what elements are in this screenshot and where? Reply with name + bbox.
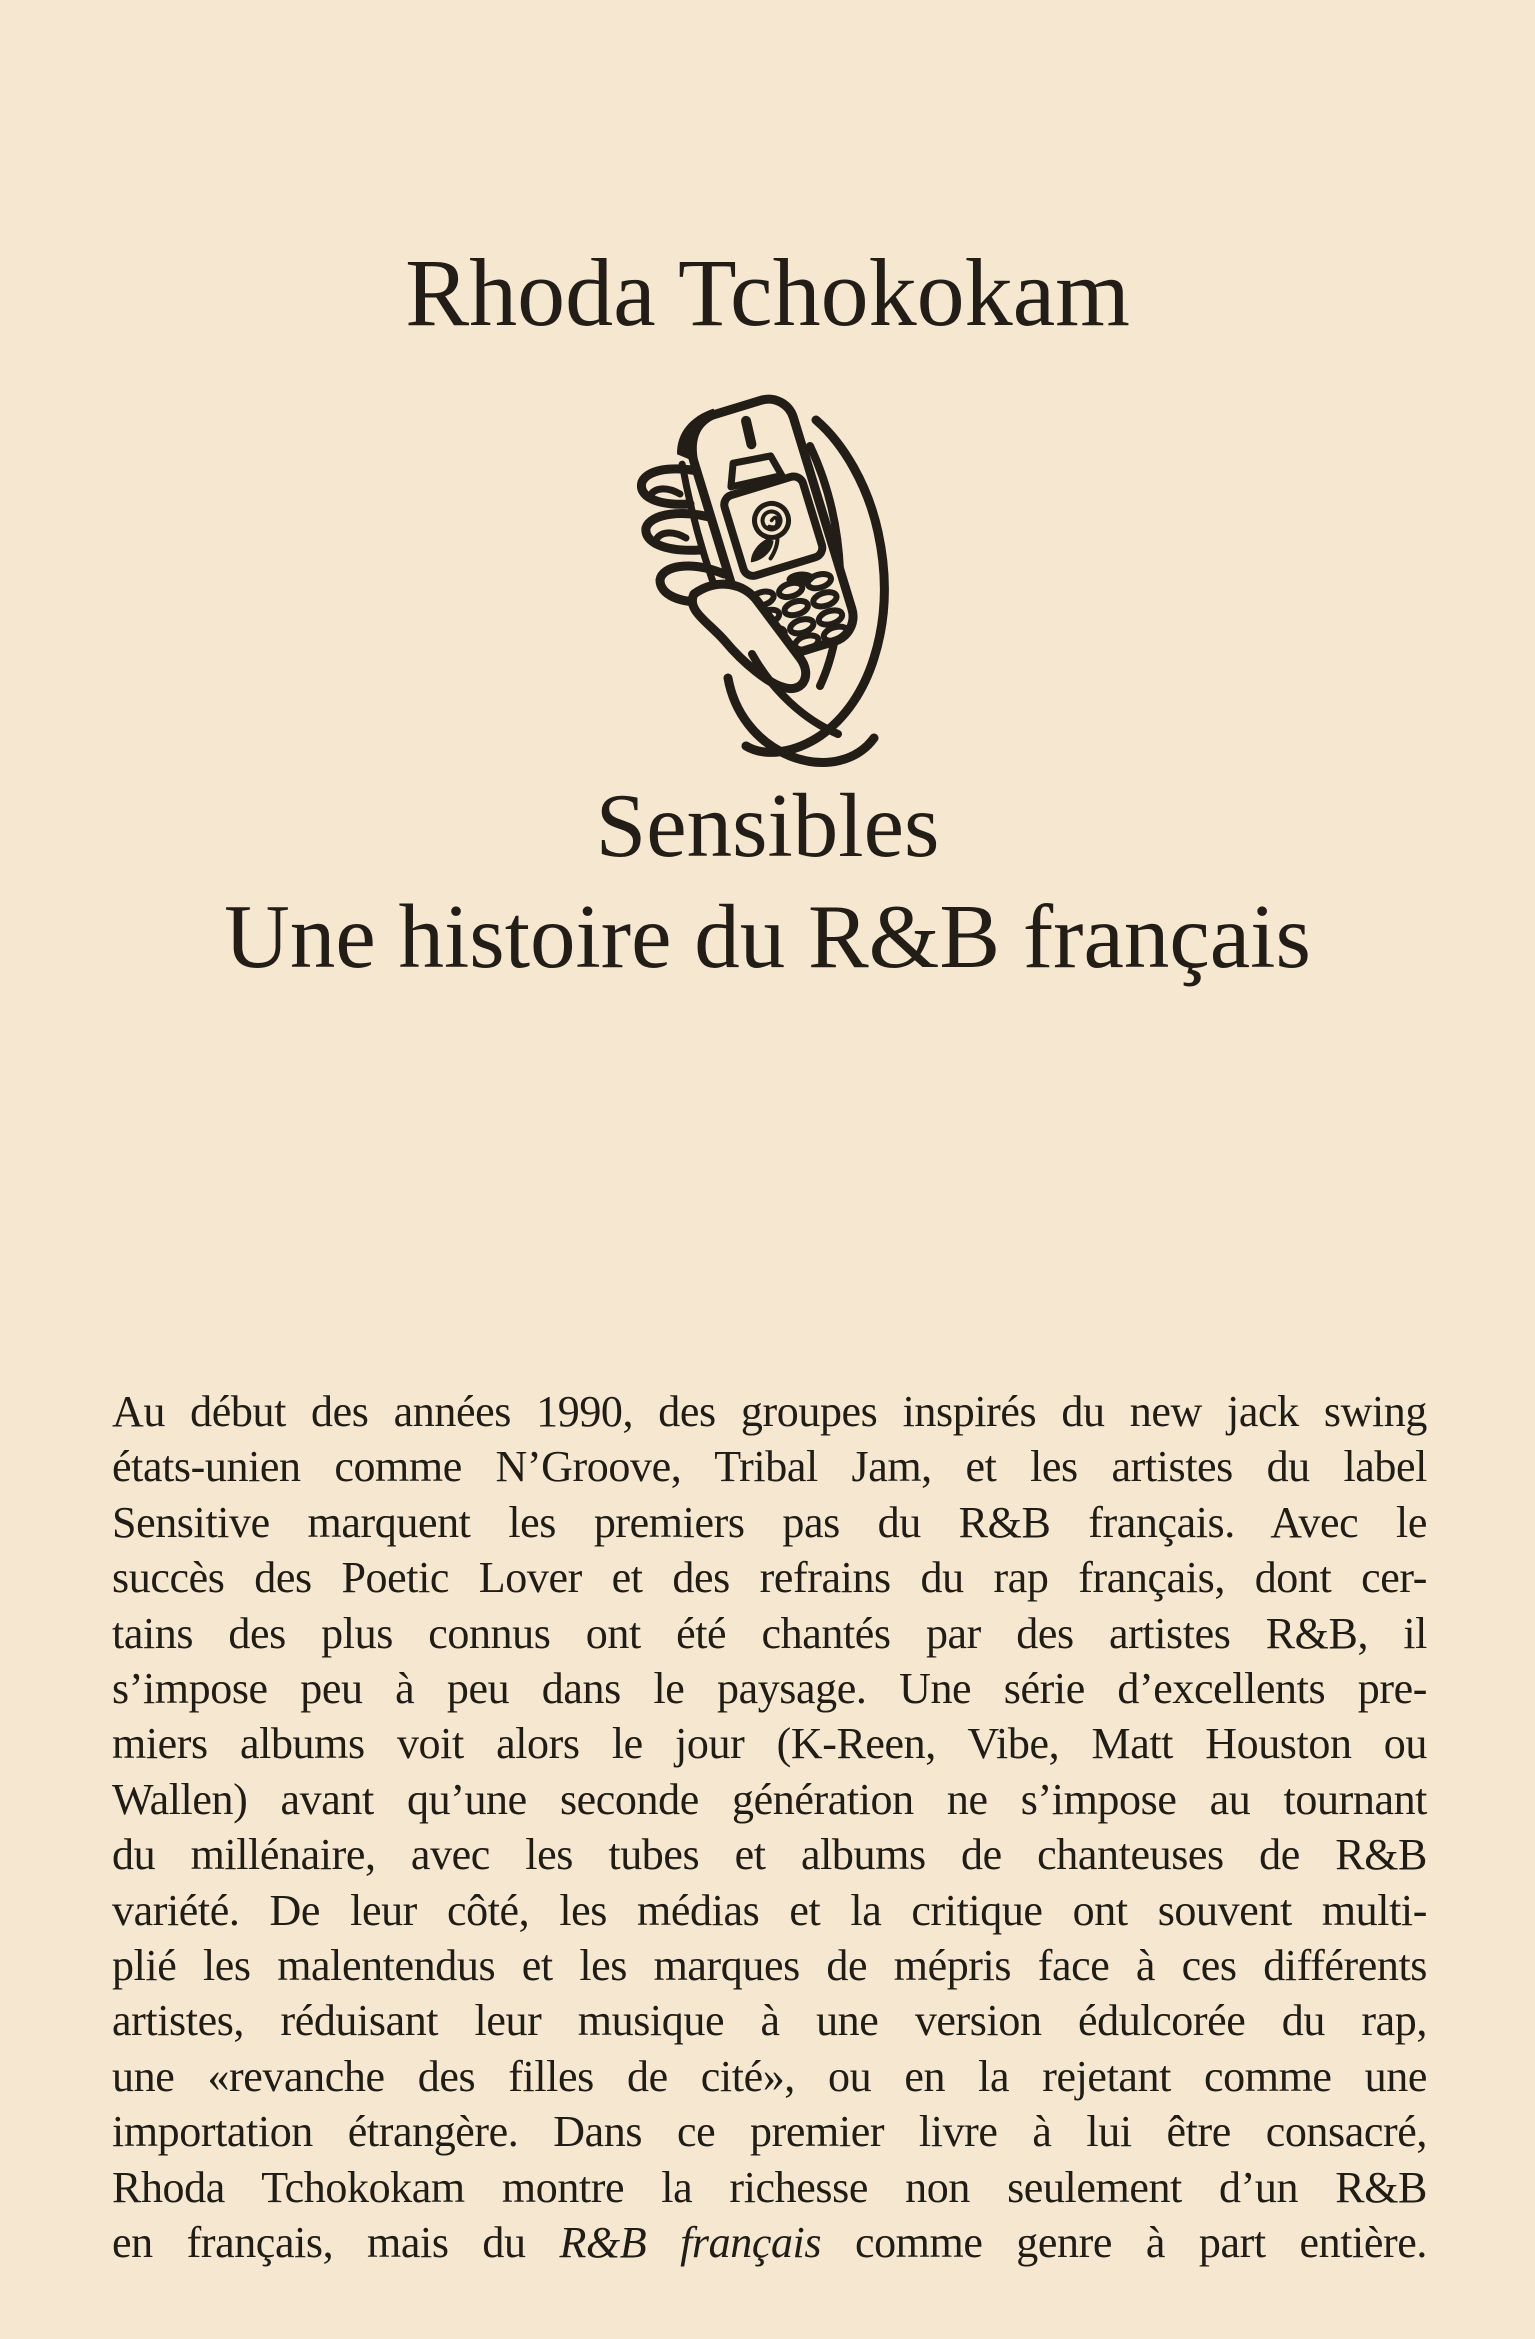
blurb-line: une «revanche des filles de cité», ou en la rejetant comme une — [112, 2051, 1427, 2101]
blurb-line: Wallen) avant qu’une seconde génération ne s’impose au tournant — [112, 1774, 1427, 1824]
blurb-line: variété. De leur côté, les médias et la critique ont souvent multi- — [112, 1885, 1427, 1935]
phone-in-hand-icon — [620, 368, 920, 768]
blurb-line: s’impose peu à peu dans le paysage. Une série d’excellents pre- — [112, 1664, 1427, 1714]
book-subtitle: Une histoire du R&B français — [224, 886, 1311, 987]
hand-holding-phone-illustration — [620, 368, 920, 768]
blurb-last-post: comme genre à part entière. — [821, 2218, 1427, 2268]
blurb-line: importation étrangère. Dans ce premier livre à lui être consacré, — [112, 2107, 1427, 2157]
blurb-line: miers albums voit alors le jour (K-Reen, Vibe, Matt Houston ou — [112, 1719, 1427, 1769]
blurb-line: tains des plus connus ont été chantés par des artistes R&B, il — [112, 1608, 1427, 1658]
blurb-line: Rhoda Tchokokam montre la richesse non seulement d’un R&B — [112, 2162, 1427, 2212]
blurb-line: Sensitive marquent les premiers pas du R&B français. Avec le — [112, 1497, 1427, 1547]
blurb-line: états-unien comme N’Groove, Tribal Jam, et les artistes du label — [112, 1442, 1427, 1492]
back-cover-text — [112, 1384, 1427, 2271]
blurb-line-last — [112, 2215, 1427, 2270]
author-name: Rhoda Tchokokam — [405, 239, 1130, 346]
blurb-last-italic: R&B français — [559, 2218, 822, 2268]
blurb-line: artistes, réduisant leur musique à une version édulcorée du rap, — [112, 1996, 1427, 2046]
blurb-line: Au début des années 1990, des groupes inspirés du new jack swing — [112, 1387, 1427, 1436]
blurb-line: du millénaire, avec les tubes et albums de chanteuses de R&B — [112, 1830, 1427, 1880]
blurb-line: plié les malentendus et les marques de mépris face à ces différents — [112, 1941, 1427, 1991]
blurb-last-pre: en français, mais du — [112, 2218, 560, 2268]
blurb-line: succès des Poetic Lover et des refrains du rap français, dont cer- — [112, 1553, 1427, 1603]
book-title: Sensibles — [595, 775, 940, 876]
title-block — [0, 770, 1535, 992]
